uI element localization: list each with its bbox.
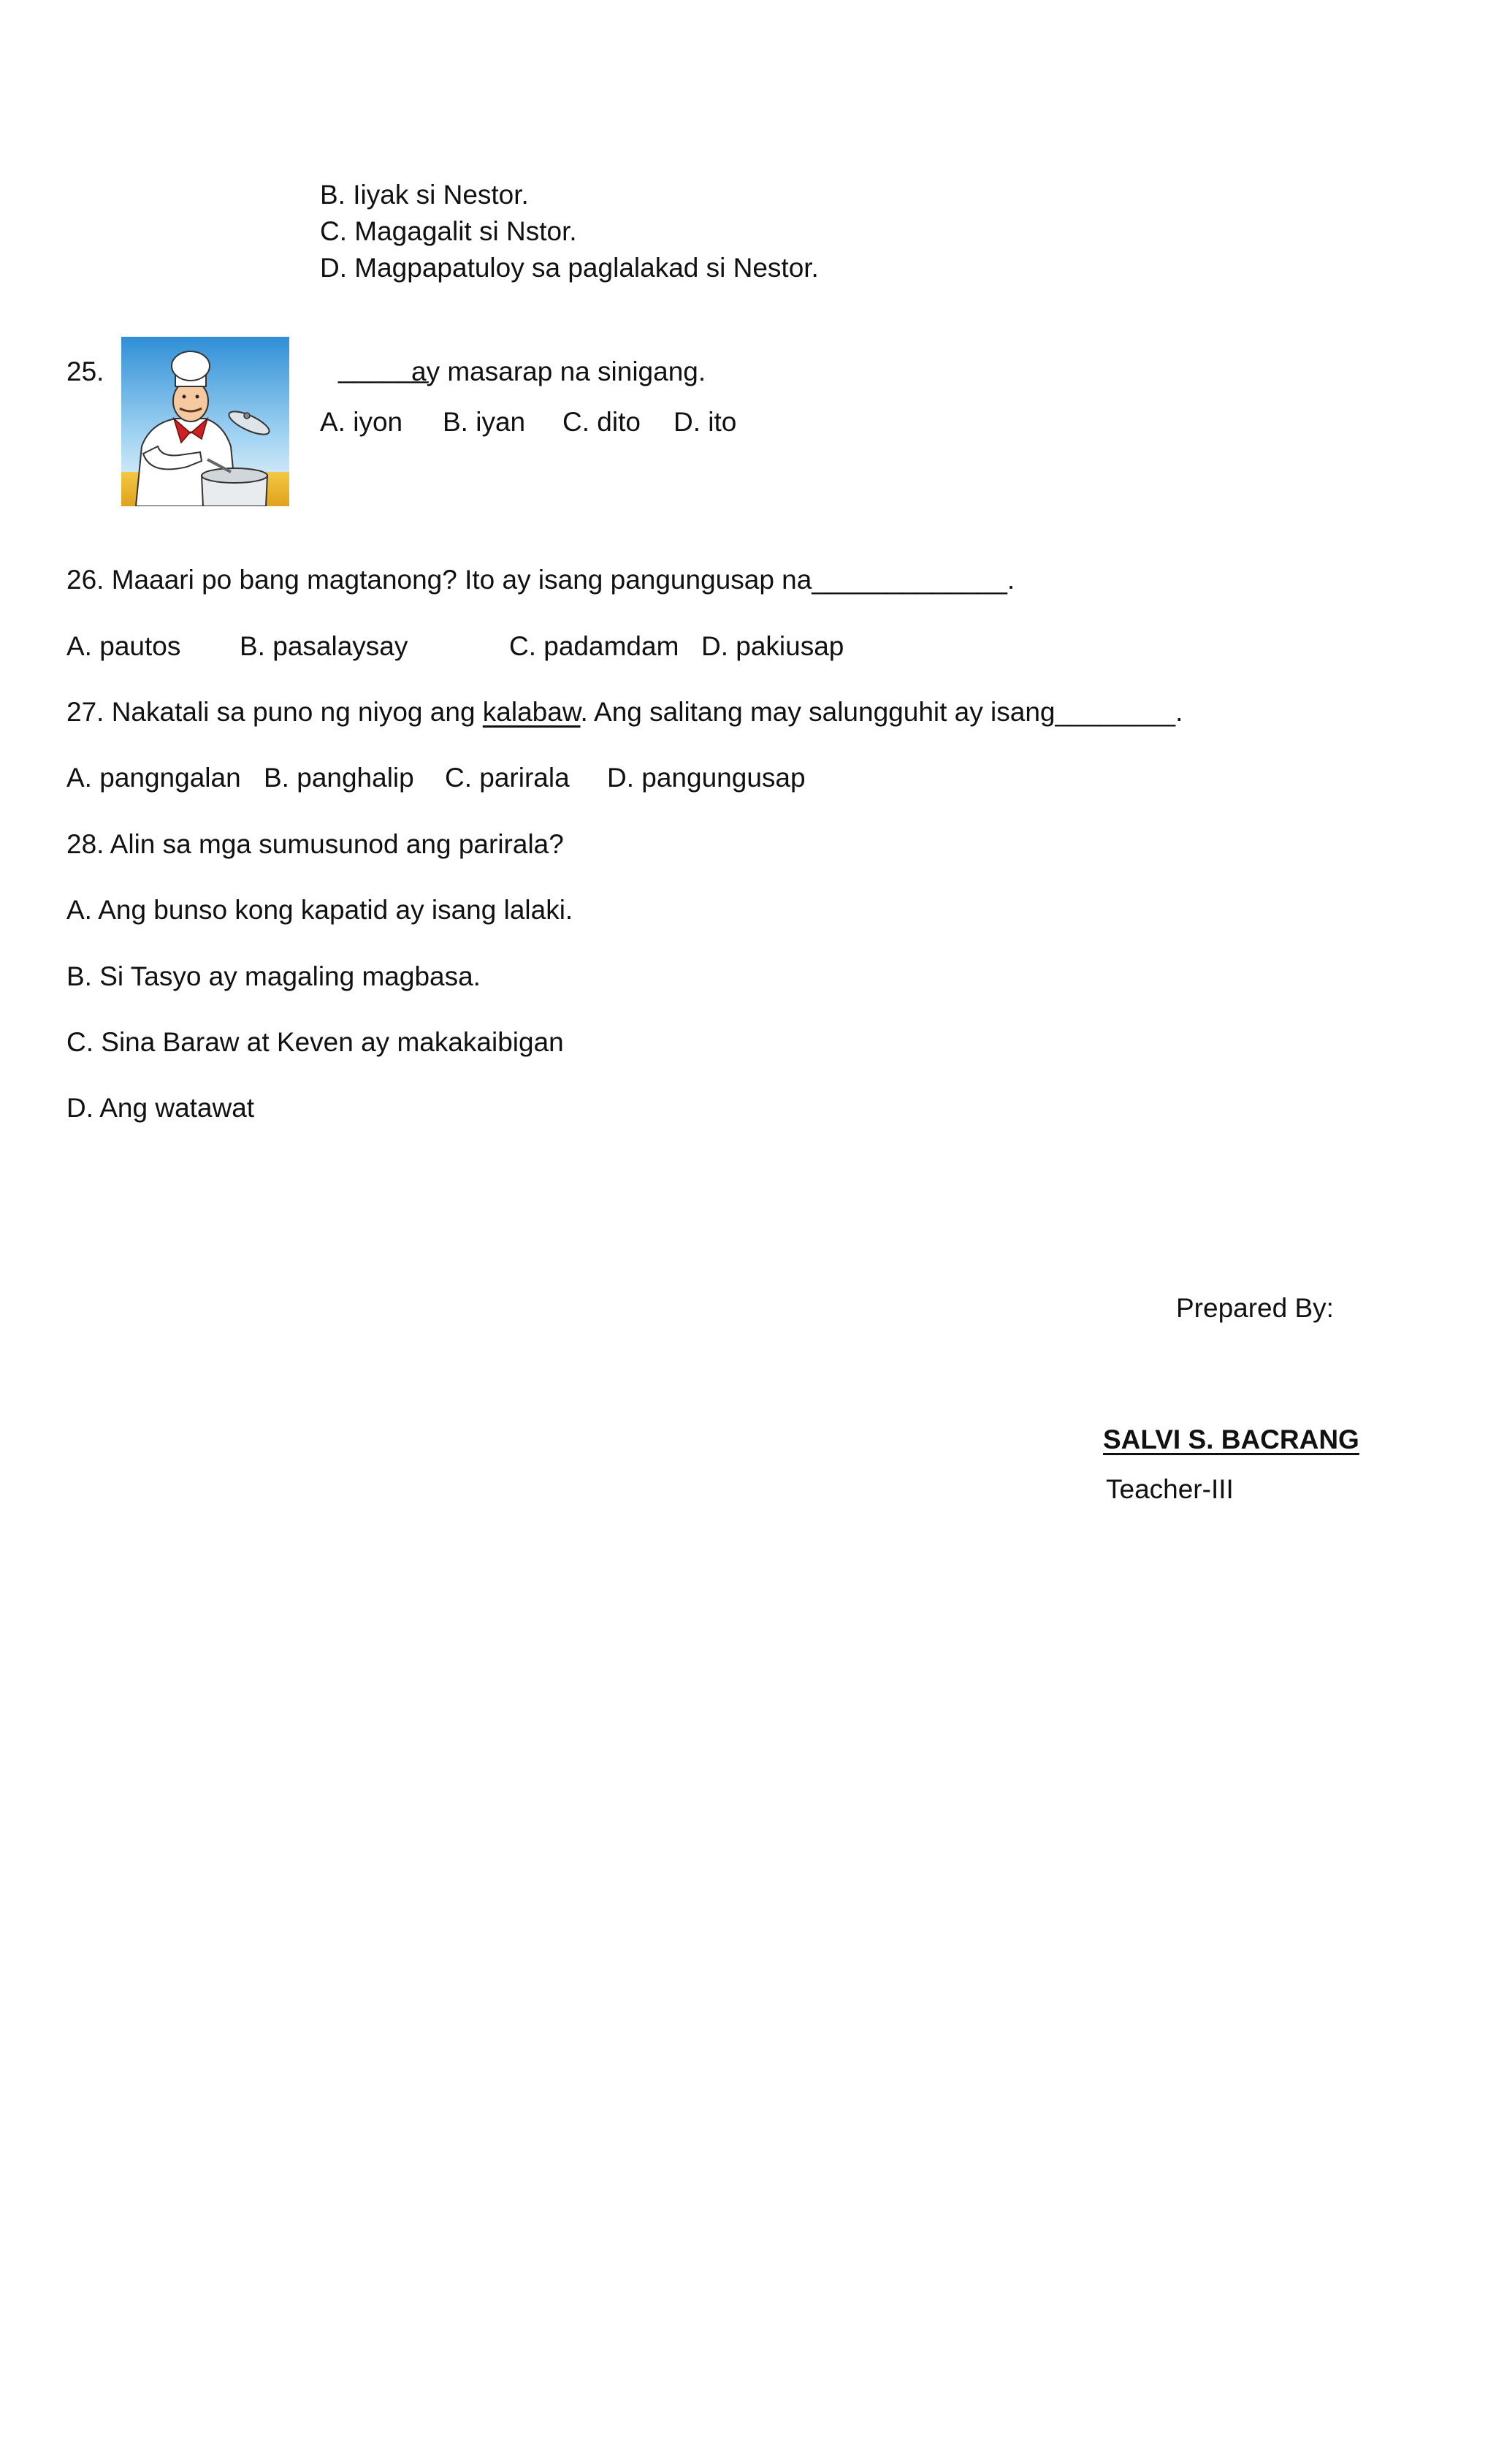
q25-option-a: A. iyon [320,407,403,437]
q25-blank: ______ [338,354,429,384]
q27-underlined-word: kalabaw [482,697,581,727]
q26-option-c: C. padamdam [509,631,679,661]
signatory-title: Teacher-III [1106,1474,1234,1504]
q27-option-a: A. pangngalan [66,763,241,793]
q28-option-d: D. Ang watawat [66,1093,255,1123]
q25-option-c: C. dito [562,407,641,437]
q28-option-b: B. Si Tasyo ay magaling magbasa. [66,961,481,991]
q28-option-c: C. Sina Baraw at Keven ay makakaibigan [66,1027,564,1057]
q27-prefix: 27. Nakatali sa puno ng niyog ang [66,697,483,727]
q26-option-d: D. pakiusap [701,631,844,661]
q24-option-c: C. Magagalit si Nstor. [320,216,577,246]
q27-option-c: C. parirala [445,763,570,793]
q27-suffix: . Ang salitang may salungguhit ay isang________. [580,697,1183,727]
q25-option-b: B. iyan [443,407,526,437]
q25-stem: ay masarap na sinigang. [411,356,706,386]
signatory-name: SALVI S. BACRANG [1103,1424,1359,1454]
q25-option-d: D. ito [673,407,737,437]
prepared-by-label: Prepared By: [1176,1293,1334,1323]
q26-option-a: A. pautos [66,631,181,661]
q24-option-b: B. Iiyak si Nestor. [320,180,529,210]
q27-question [66,696,1183,728]
q26-question: 26. Maaari po bang magtanong? Ito ay isang pangungusap na_____________. [66,565,1015,595]
q27-option-b: B. panghalip [264,763,414,793]
q26-option-b: B. pasalaysay [240,631,408,661]
q25-number: 25. [66,356,104,386]
q28-question: 28. Alin sa mga sumusunod ang parirala? [66,829,564,859]
q27-option-d: D. pangungusap [607,763,806,793]
q28-option-a: A. Ang bunso kong kapatid ay isang lalaki. [66,895,573,925]
chef-cooking-image [121,337,289,506]
q24-option-d: D. Magpapatuloy sa paglalakad si Nestor. [320,253,819,283]
